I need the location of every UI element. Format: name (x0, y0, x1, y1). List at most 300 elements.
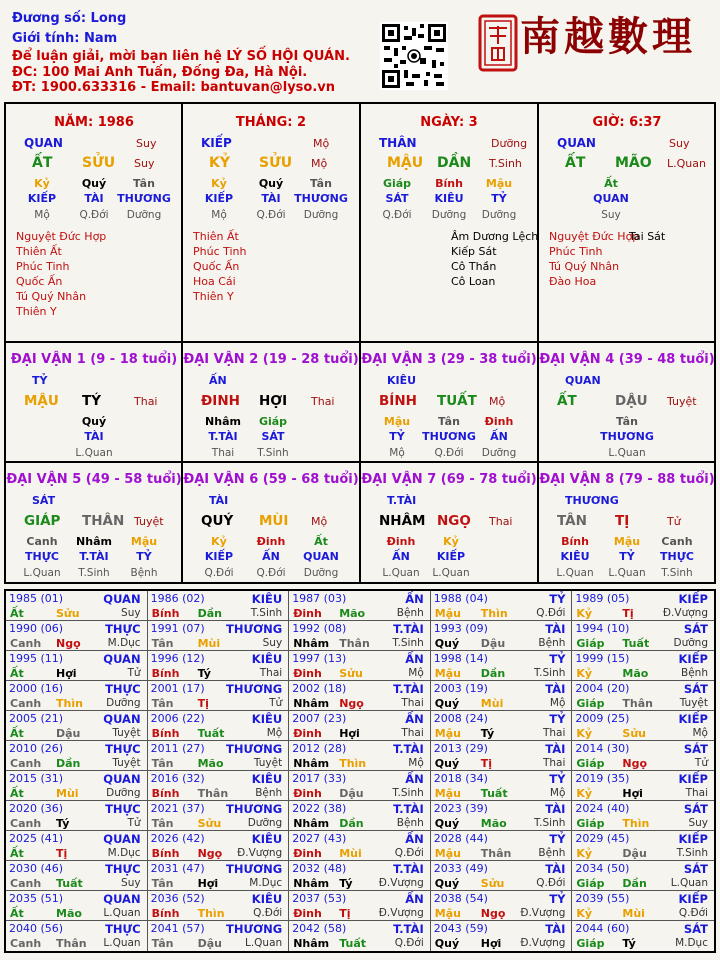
year-god: T.TÀI (393, 622, 424, 636)
year-phase: Dưỡng (247, 817, 283, 829)
hidden-god: TỶ (619, 550, 635, 563)
hidden-stem: Mậu (613, 535, 641, 548)
year-label: 2010 (26) (9, 742, 64, 755)
dai-van-god: T.TÀI (387, 494, 417, 507)
year-phase: Bệnh (538, 637, 566, 649)
year-cell (148, 891, 290, 921)
year-god: T.TÀI (393, 742, 424, 756)
year-cell (572, 741, 714, 771)
qr-code-icon (380, 22, 448, 90)
year-label: 1991 (07) (150, 622, 205, 635)
star-item: Cô Thần (451, 260, 497, 273)
year-label: 1990 (06) (9, 622, 64, 635)
hidden-god: THƯƠNG (294, 192, 348, 205)
year-phase: Mộ (408, 667, 424, 679)
year-phase: Q.Đới (394, 847, 424, 859)
dai-van-branch: MÙI (259, 513, 289, 529)
year-branch: Tuất (480, 787, 508, 800)
year-cell (289, 681, 431, 711)
person-name: Đương số: Long (12, 11, 127, 26)
dai-van-stem: MẬU (24, 393, 59, 409)
year-god: QUAN (103, 652, 141, 666)
year-branch: Ngọ (339, 697, 364, 710)
year-cell (431, 741, 573, 771)
year-phase: Thai (542, 757, 566, 769)
year-cell (148, 921, 290, 951)
year-phase: Đ.Vượng (378, 907, 424, 919)
year-phase: Thai (401, 727, 424, 739)
year-branch: Mão (622, 667, 649, 680)
year-label: 2011 (27) (150, 742, 205, 755)
year-branch: Hợi (56, 667, 77, 680)
year-god: THỰC (105, 682, 141, 696)
year-label: 2027 (43) (292, 832, 347, 845)
year-god: QUAN (103, 712, 141, 726)
year-god: KIẾP (678, 712, 708, 726)
hidden-stem: Ất (314, 535, 328, 548)
year-god: T.TÀI (393, 682, 424, 696)
year-branch: Mùi (622, 907, 645, 920)
year-cell (289, 741, 431, 771)
pillar-title: NGÀY: 3 (420, 115, 478, 130)
year-phase: M.Dục (107, 637, 141, 649)
year-cell (572, 831, 714, 861)
year-stem: Giáp (576, 757, 605, 770)
year-stem: Kỷ (576, 907, 593, 920)
year-phase: Bệnh (681, 667, 708, 679)
hidden-god: TÀI (261, 192, 281, 205)
year-god: TỶ (549, 652, 566, 666)
dai-van-title: ĐẠI VẬN 7 (69 - 78 tuổi) (361, 472, 537, 487)
hidden-phase: Q.Đới (434, 447, 464, 459)
star-item: Phúc Tinh (193, 245, 247, 258)
dai-van-title: ĐẠI VẬN 8 (79 - 88 tuổi) (539, 472, 715, 487)
pillar-title: GIỜ: 6:37 (592, 115, 662, 130)
hidden-phase: Dưỡng (303, 567, 339, 579)
year-stem: Mậu (434, 907, 461, 920)
dai-van-phase: Mộ (489, 395, 506, 408)
year-cell (6, 801, 148, 831)
year-god: THƯƠNG (226, 682, 283, 696)
seal-stamp-icon (478, 14, 518, 72)
dai-van-god: ẤN (209, 374, 227, 387)
year-stem: Giáp (576, 937, 605, 950)
year-branch: Mùi (56, 787, 79, 800)
year-cell (148, 741, 290, 771)
hidden-phase: L.Quan (608, 567, 646, 579)
year-stem: Đinh (293, 607, 322, 620)
year-stem: Tân (151, 637, 174, 650)
year-label: 2040 (56) (9, 922, 64, 935)
hidden-phase: T.Sinh (257, 447, 289, 459)
year-god: SÁT (683, 682, 708, 696)
dai-van-branch: HỢI (259, 393, 288, 409)
year-branch: Thân (197, 787, 229, 800)
year-label: 2021 (37) (150, 802, 205, 815)
year-stem: Quý (434, 637, 460, 650)
year-cell (431, 891, 573, 921)
pillar-stem: ẤT (565, 155, 586, 171)
year-cell (148, 861, 290, 891)
year-stem: Giáp (576, 637, 605, 650)
year-stem: Kỷ (576, 847, 593, 860)
pillar-god: QUAN (557, 136, 596, 150)
hidden-god: ẤN (490, 430, 508, 443)
hidden-stem: Tân (133, 177, 155, 190)
dai-van-title: ĐẠI VẬN 1 (9 - 18 tuổi) (10, 352, 178, 367)
hidden-god: TỶ (491, 192, 507, 205)
year-label: 2030 (46) (9, 862, 64, 875)
year-god: KIẾP (678, 832, 708, 846)
hidden-god: QUAN (593, 192, 629, 205)
hidden-stem: Tân (438, 415, 460, 428)
year-phase: Q.Đới (678, 907, 708, 919)
year-god: THƯƠNG (226, 742, 283, 756)
pillar-god: QUAN (24, 136, 63, 150)
year-phase: Thai (401, 697, 424, 709)
year-phase: Suy (262, 637, 283, 649)
dai-van-title: ĐẠI VẬN 6 (59 - 68 tuổi) (183, 472, 359, 487)
year-label: 2022 (38) (292, 802, 347, 815)
year-label: 1985 (01) (9, 592, 64, 605)
year-cell (572, 891, 714, 921)
year-branch: Tý (56, 817, 70, 830)
year-god: KIÊU (251, 592, 283, 606)
star-extra: Tai Sát (629, 230, 666, 243)
year-branch: Tị (56, 847, 68, 860)
year-label: 1995 (11) (9, 652, 64, 665)
dai-van-title: ĐẠI VẬN 2 (19 - 28 tuổi) (183, 352, 359, 367)
year-god: QUAN (103, 592, 141, 606)
pillar-branch: SỬU (259, 155, 293, 171)
year-cell (572, 651, 714, 681)
year-label: 2039 (55) (575, 892, 630, 905)
year-cell (6, 621, 148, 651)
star-item: Phúc Tinh (549, 245, 603, 258)
year-cell (431, 681, 573, 711)
year-label: 2008 (24) (433, 712, 488, 725)
year-god: KIẾP (678, 592, 708, 606)
year-branch: Mùi (339, 847, 362, 860)
year-branch: Ngọ (197, 847, 223, 860)
year-cell (289, 651, 431, 681)
year-phase: Bệnh (538, 847, 566, 859)
pillar-title: NĂM: 1986 (54, 115, 134, 130)
year-cell (289, 711, 431, 741)
year-god: KIẾP (678, 652, 708, 666)
year-branch: Tị (339, 907, 351, 920)
year-phase: Thai (685, 787, 708, 799)
year-branch: Ngọ (56, 637, 81, 650)
year-phase: Tuyệt (253, 757, 283, 769)
hidden-god: KIẾP (204, 550, 234, 563)
year-god: ẤN (405, 832, 424, 846)
year-phase: Bệnh (396, 817, 424, 829)
hidden-god: KIÊU (560, 550, 590, 563)
year-god: THỰC (105, 802, 141, 816)
year-phase: Dưỡng (673, 637, 708, 649)
year-cell (6, 921, 148, 951)
year-branch: Hợi (339, 727, 360, 740)
hidden-phase: Q.Đới (204, 567, 234, 579)
year-god: TỶ (549, 772, 566, 786)
year-label: 2029 (45) (575, 832, 630, 845)
hidden-god: QUAN (303, 550, 339, 563)
year-phase: Tuyệt (679, 697, 708, 709)
hidden-stem: Bính (435, 177, 463, 190)
year-god: T.TÀI (393, 802, 424, 816)
hidden-stem: Ất (604, 177, 618, 190)
year-branch: Thân (339, 637, 370, 650)
pillar-title: THÁNG: 2 (235, 115, 307, 130)
year-branch: Sửu (197, 817, 222, 830)
year-cell (572, 711, 714, 741)
year-branch: Thân (56, 937, 87, 950)
hidden-phase: Dưỡng (431, 209, 467, 221)
year-branch: Ngọ (480, 907, 506, 920)
year-stem: Mậu (434, 607, 461, 620)
year-phase: M.Dục (675, 937, 708, 949)
year-label: 2044 (60) (575, 922, 630, 935)
year-branch: Mùi (197, 637, 221, 650)
dai-van-god: KIÊU (387, 374, 417, 387)
star-item: Phúc Tinh (16, 260, 70, 273)
year-phase: Đ.Vượng (237, 847, 283, 859)
hidden-god: KIÊU (434, 192, 464, 205)
year-phase: Tử (127, 667, 141, 679)
hidden-god: THƯƠNG (117, 192, 171, 205)
year-cell (572, 801, 714, 831)
year-label: 2015 (31) (9, 772, 64, 785)
year-phase: Đ.Vượng (520, 907, 566, 919)
year-stem: Quý (434, 877, 460, 890)
dai-van-title: ĐẠI VẬN 5 (49 - 58 tuổi) (6, 472, 182, 487)
star-item: Tú Quý Nhân (549, 260, 620, 273)
year-branch: Sửu (56, 607, 80, 620)
year-label: 1989 (05) (575, 592, 630, 605)
year-label: 2041 (57) (150, 922, 205, 935)
year-label: 1994 (10) (575, 622, 630, 635)
pillar-phase: Suy (669, 137, 690, 150)
hidden-phase: L.Quan (556, 567, 594, 579)
hidden-stem: Kỷ (211, 535, 227, 548)
star-item: Quốc Ấn (16, 275, 63, 288)
star-item: Nguyệt Đức Hợp (16, 230, 107, 243)
year-cell (572, 921, 714, 951)
year-branch: Hợi (480, 937, 502, 950)
hidden-god: KIẾP (27, 192, 57, 205)
year-branch: Hợi (197, 877, 219, 890)
hidden-phase: Suy (601, 209, 621, 221)
year-cell (6, 891, 148, 921)
dai-van-branch: TỊ (615, 513, 630, 529)
year-branch: Mão (480, 817, 507, 830)
year-god: ẤN (405, 592, 424, 606)
year-cell (6, 831, 148, 861)
dai-van-stem: TÂN (557, 513, 587, 529)
year-label: 2034 (50) (575, 862, 630, 875)
year-cell (6, 651, 148, 681)
year-phase: Thai (542, 727, 566, 739)
year-phase: T.Sinh (392, 637, 424, 649)
year-label: 2043 (59) (433, 922, 488, 935)
year-stem: Quý (434, 757, 460, 770)
year-branch: Dần (622, 877, 647, 890)
hidden-god: KIẾP (204, 192, 234, 205)
year-stem: Đinh (293, 847, 322, 860)
hidden-phase: L.Quan (382, 567, 420, 579)
year-branch: Sửu (480, 877, 505, 890)
dai-van-branch: THÂN (82, 513, 125, 529)
pillar-god: THÂN (379, 136, 417, 150)
year-stem: Tân (151, 877, 174, 890)
year-stem: Ất (10, 907, 24, 920)
hidden-god: TỶ (389, 430, 405, 443)
year-branch: Dậu (197, 937, 222, 950)
year-branch: Mùi (480, 697, 504, 710)
year-phase: Đ.Vượng (662, 607, 708, 619)
header (0, 0, 720, 100)
year-god: ẤN (405, 892, 424, 906)
hidden-stem: Kỷ (34, 177, 50, 190)
hidden-god: KIẾP (436, 550, 466, 563)
dai-van-title: ĐẠI VẬN 4 (39 - 48 tuổi) (539, 352, 715, 367)
year-stem: Tân (151, 697, 174, 710)
year-phase: T.Sinh (392, 787, 424, 799)
year-branch: Ngọ (622, 757, 648, 770)
year-phase: T.Sinh (250, 607, 283, 619)
year-label: 2033 (49) (433, 862, 488, 875)
year-god: KIÊU (251, 772, 283, 786)
year-phase: Thai (259, 667, 283, 679)
year-branch: Tị (480, 757, 493, 770)
hidden-phase: T.Sinh (661, 567, 693, 579)
year-god: QUAN (103, 832, 141, 846)
hidden-stem: Tân (616, 415, 638, 428)
hidden-phase: Thai (211, 447, 235, 459)
year-god: QUAN (103, 772, 141, 786)
year-stem: Canh (10, 697, 42, 710)
year-stem: Tân (151, 817, 174, 830)
year-god: T.TÀI (393, 862, 424, 876)
year-god: SÁT (683, 802, 708, 816)
year-branch: Dậu (339, 787, 364, 800)
year-label: 2014 (30) (575, 742, 630, 755)
year-god: TÀI (545, 742, 566, 756)
year-phase: L.Quan (244, 937, 283, 949)
year-god: QUAN (103, 892, 141, 906)
year-label: 2026 (42) (150, 832, 205, 845)
dai-van-stem: NHÂM (379, 513, 426, 529)
year-stem: Kỷ (576, 727, 593, 740)
year-branch: Tị (622, 607, 634, 620)
year-phase: Suy (688, 817, 708, 829)
year-stem: Nhâm (293, 697, 330, 710)
year-phase: Mộ (408, 757, 424, 769)
hidden-stem: Kỷ (211, 177, 227, 190)
year-god: TỶ (549, 832, 566, 846)
year-god: KIẾP (678, 772, 708, 786)
dai-van-phase: Thai (134, 395, 158, 408)
year-phase: T.Sinh (533, 817, 566, 829)
star-item: Thiên Y (16, 305, 57, 318)
year-cell (431, 621, 573, 651)
year-god: THỰC (105, 742, 141, 756)
dai-van-branch: TÝ (82, 393, 101, 409)
hidden-god: ẤN (262, 550, 280, 563)
year-label: 2037 (53) (292, 892, 347, 905)
hidden-stem: Giáp (258, 415, 288, 428)
year-label: 1993 (09) (433, 622, 488, 635)
year-branch: Tuất (197, 727, 225, 740)
year-stem: Bính (151, 907, 180, 920)
year-phase: L.Quan (670, 877, 708, 889)
year-branch: Hợi (622, 787, 643, 800)
year-stem: Bính (151, 847, 180, 860)
year-stem: Ất (10, 667, 24, 680)
year-god: TÀI (545, 922, 566, 936)
hidden-god: T.TÀI (79, 550, 109, 563)
year-stem: Nhâm (293, 637, 330, 650)
pillar-phase: Suy (136, 137, 157, 150)
hidden-phase: Mộ (389, 447, 405, 459)
year-phase: L.Quan (103, 937, 141, 949)
year-cell (6, 741, 148, 771)
year-stem: Bính (151, 727, 180, 740)
year-cell (6, 861, 148, 891)
year-label: 2032 (48) (292, 862, 347, 875)
year-cell (431, 801, 573, 831)
year-label: 1997 (13) (292, 652, 347, 665)
year-stem: Giáp (576, 697, 605, 710)
year-stem: Mậu (434, 667, 461, 680)
year-branch: Dậu (480, 637, 506, 650)
year-label: 2024 (40) (575, 802, 630, 815)
year-stem: Ất (10, 607, 24, 620)
year-branch: Dậu (622, 847, 647, 860)
hidden-stem: Kỷ (443, 535, 459, 548)
year-stem: Đinh (293, 667, 322, 680)
year-god: KIÊU (251, 652, 283, 666)
hidden-phase: Mộ (34, 209, 50, 221)
year-stem: Ất (10, 787, 24, 800)
year-stem: Quý (434, 937, 460, 950)
year-stem: Nhâm (293, 877, 330, 890)
logo-calligraphy: 南越數理 (520, 13, 696, 60)
year-cell (431, 651, 573, 681)
hidden-stem: Canh (26, 535, 58, 548)
hidden-phase: L.Quan (608, 447, 646, 459)
year-phase: Tử (127, 817, 141, 829)
year-label: 2009 (25) (575, 712, 630, 725)
year-god: TỶ (549, 892, 566, 906)
star-item: Nguyệt Đức Hợp (549, 230, 640, 243)
year-phase: Q.Đới (394, 937, 424, 949)
dai-van-god: SÁT (32, 494, 56, 507)
pillar-branch: MÃO (615, 155, 652, 171)
year-stem: Quý (434, 817, 460, 830)
year-stem: Mậu (434, 847, 461, 860)
contact-line: Để luận giải, mời bạn liên hệ LÝ SỐ HỘI QUÁN. (12, 49, 350, 64)
year-branch: Sửu (622, 727, 646, 740)
year-branch: Mão (197, 757, 224, 770)
year-cell (572, 861, 714, 891)
gender: Giới tính: Nam (12, 31, 118, 46)
year-god: TÀI (545, 802, 566, 816)
year-phase: M.Dục (249, 877, 283, 889)
hidden-phase: Q.Đới (382, 209, 412, 221)
hidden-stem: Quý (258, 177, 284, 190)
